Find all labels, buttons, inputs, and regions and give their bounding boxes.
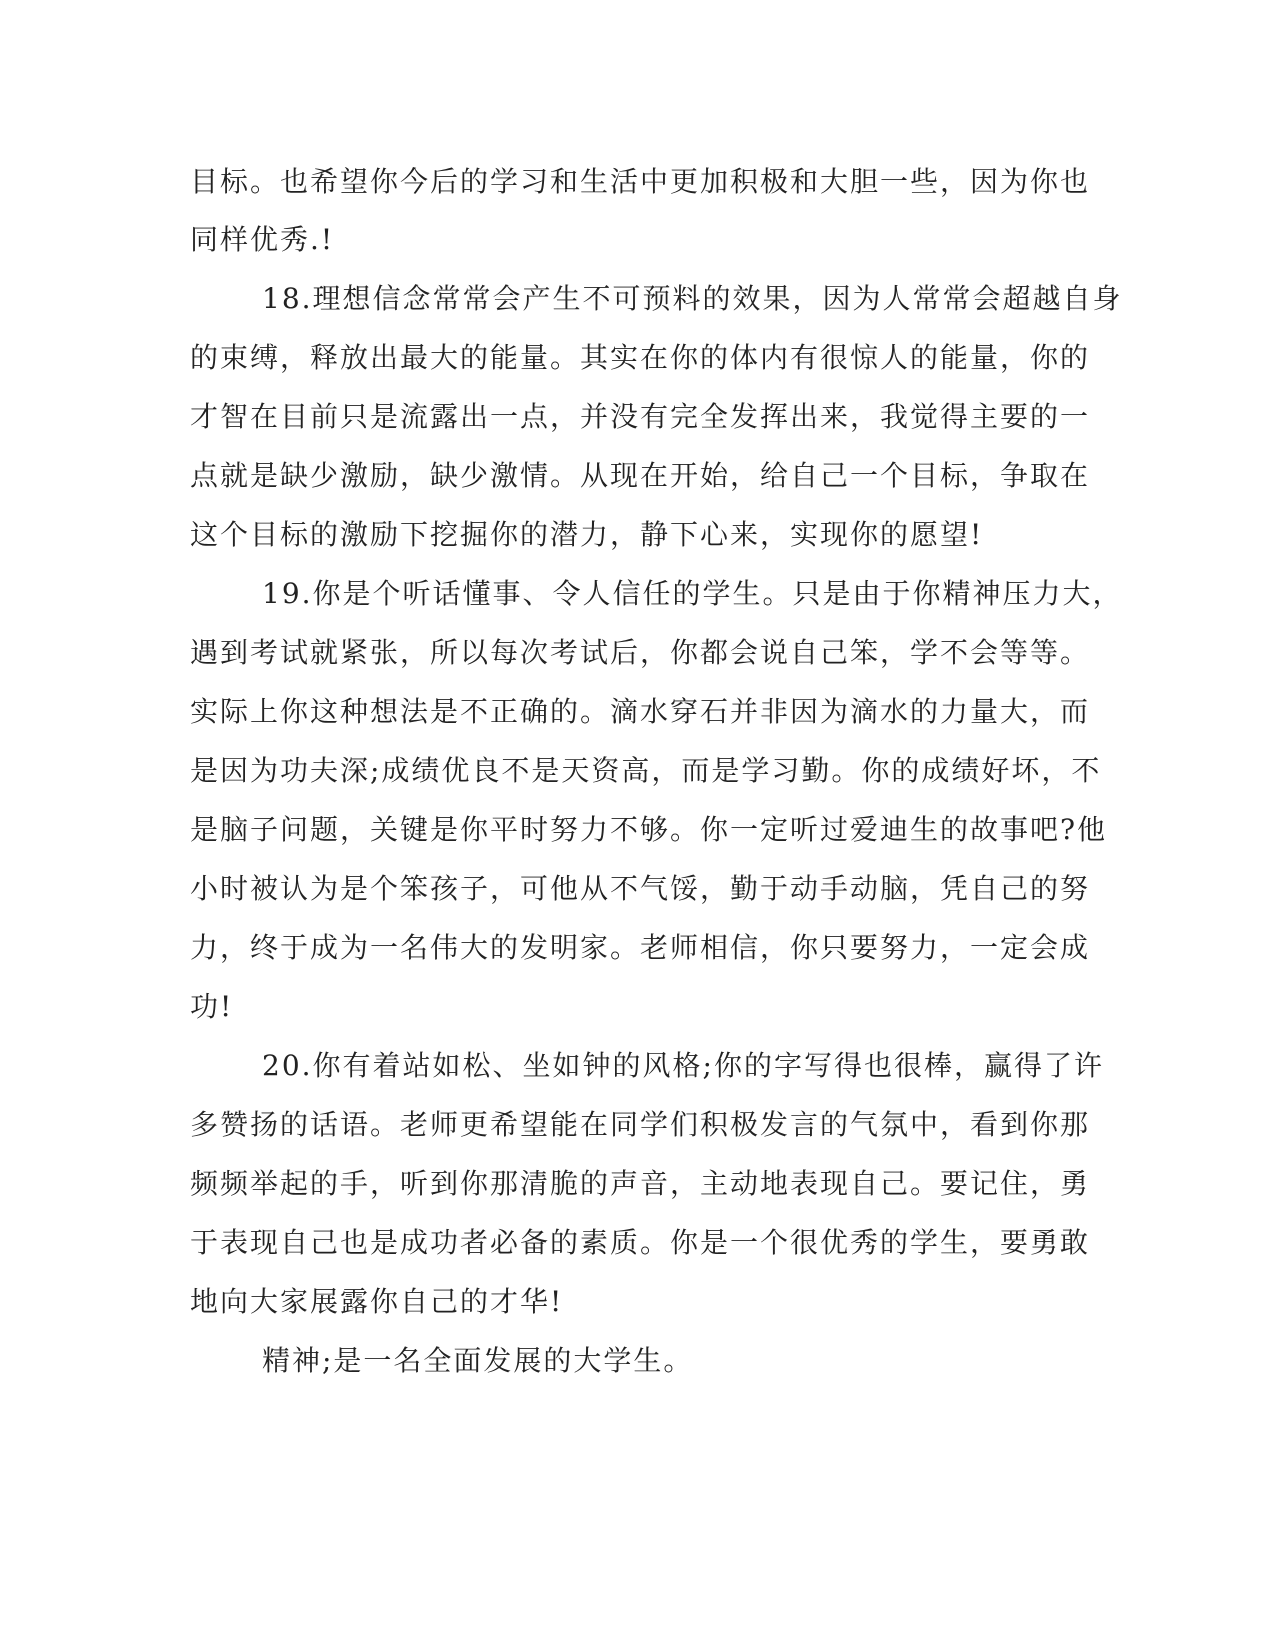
- text-line: 才智在目前只是流露出一点，并没有完全发挥出来，我觉得主要的一: [190, 400, 1091, 433]
- text-line: 多赞扬的话语。老师更希望能在同学们积极发言的气氛中，看到你那: [190, 1108, 1091, 1141]
- text-line: 于表现自己也是成功者必备的素质。你是一个很优秀的学生，要勇敢: [190, 1226, 1091, 1259]
- text-line: 点就是缺少激励，缺少激情。从现在开始，给自己一个目标，争取在: [190, 459, 1091, 492]
- text-line: 这个目标的激励下挖掘你的潜力，静下心来，实现你的愿望!: [190, 518, 984, 551]
- text-line: 小时被认为是个笨孩子，可他从不气馁，勤于动手动脑，凭自己的努: [190, 872, 1091, 905]
- text-line: 目标。也希望你今后的学习和生活中更加积极和大胆一些，因为你也: [190, 165, 1091, 198]
- text-line: 实际上你这种想法是不正确的。滴水穿石并非因为滴水的力量大，而: [190, 695, 1091, 728]
- text-line: 的束缚，释放出最大的能量。其实在你的体内有很惊人的能量，你的: [190, 341, 1091, 374]
- paragraph-18-start: 18.理想信念常常会产生不可预料的效果，因为人常常会超越自身: [262, 282, 1123, 315]
- text-line: 是因为功夫深;成绩优良不是天资高，而是学习勤。你的成绩好坏，不: [190, 754, 1102, 787]
- text-line: 遇到考试就紧张，所以每次考试后，你都会说自己笨，学不会等等。: [190, 636, 1091, 669]
- text-line: 功!: [190, 990, 234, 1023]
- paragraph-20-start: 20.你有着站如松、坐如钟的风格;你的字写得也很棒，赢得了许: [262, 1049, 1104, 1082]
- text-line: 力，终于成为一名伟大的发明家。老师相信，你只要努力，一定会成: [190, 931, 1091, 964]
- paragraph-19-start: 19.你是个听话懂事、令人信任的学生。只是由于你精神压力大，: [262, 577, 1123, 610]
- text-line: 同样优秀.!: [190, 223, 335, 256]
- closing-line: 精神;是一名全面发展的大学生。: [262, 1344, 694, 1377]
- text-line: 地向大家展露你自己的才华!: [190, 1285, 564, 1318]
- text-line: 频频举起的手，听到你那清脆的声音，主动地表现自己。要记住，勇: [190, 1167, 1091, 1200]
- text-line: 是脑子问题，关键是你平时努力不够。你一定听过爱迪生的故事吧?他: [190, 813, 1108, 846]
